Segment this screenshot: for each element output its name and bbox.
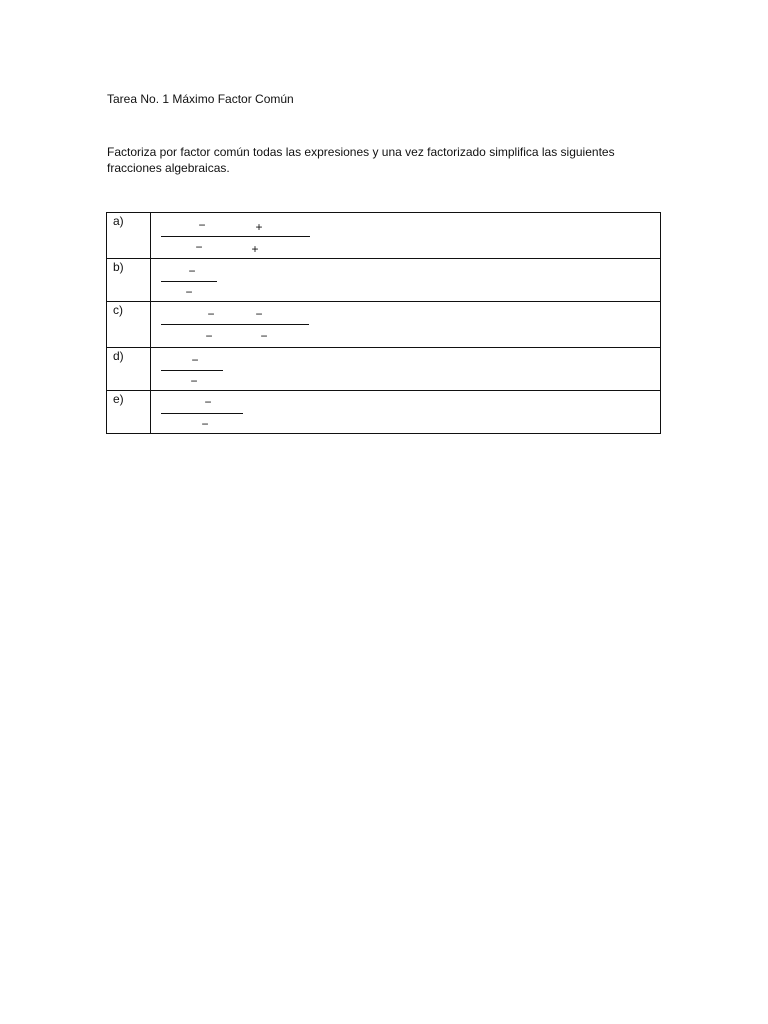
exercise-row-a	[107, 213, 661, 259]
denominator-operator: −	[190, 374, 198, 388]
fraction-bar	[161, 281, 217, 282]
numerator-operator: −	[207, 307, 215, 321]
exercise-label: a)	[113, 214, 124, 228]
exercise-row-d	[107, 348, 661, 391]
numerator-operator: −	[204, 395, 212, 409]
numerator-operator: −	[198, 218, 206, 232]
denominator-operator: −	[205, 329, 213, 343]
page-title: Tarea No. 1 Máximo Factor Común	[107, 92, 294, 106]
denominator-operator: −	[195, 240, 203, 254]
exercise-label-cell	[107, 259, 151, 302]
denominator-operator: −	[185, 285, 193, 299]
exercise-row-b	[107, 259, 661, 302]
denominator-operator: −	[201, 417, 209, 431]
exercise-row-e	[107, 391, 661, 434]
fraction-bar	[161, 324, 309, 325]
exercise-row-c	[107, 302, 661, 348]
fraction-bar	[161, 236, 310, 237]
denominator-operator: +	[251, 242, 259, 256]
exercise-label-cell	[107, 348, 151, 391]
exercise-label: e)	[113, 392, 124, 406]
fraction-cell	[151, 213, 661, 259]
exercise-label-cell	[107, 391, 151, 434]
denominator-operator: −	[260, 329, 268, 343]
exercise-label: b)	[113, 260, 124, 274]
exercise-label-cell	[107, 213, 151, 259]
fraction-bar	[161, 370, 223, 371]
fraction-cell	[151, 259, 661, 302]
exercise-label: d)	[113, 349, 124, 363]
exercises-table	[106, 212, 661, 434]
numerator-operator: −	[188, 264, 196, 278]
numerator-operator: −	[255, 307, 263, 321]
fraction-cell	[151, 302, 661, 348]
numerator-operator: +	[255, 220, 263, 234]
fraction-cell	[151, 348, 661, 391]
instructions-text: Factoriza por factor común todas las expresiones y una vez factorizado simplifica las siguientes fracciones algebraicas.	[107, 145, 615, 175]
fraction-cell	[151, 391, 661, 434]
fraction-bar	[161, 413, 243, 414]
exercise-label-cell	[107, 302, 151, 348]
numerator-operator: −	[191, 353, 199, 367]
exercise-label: c)	[113, 303, 123, 317]
